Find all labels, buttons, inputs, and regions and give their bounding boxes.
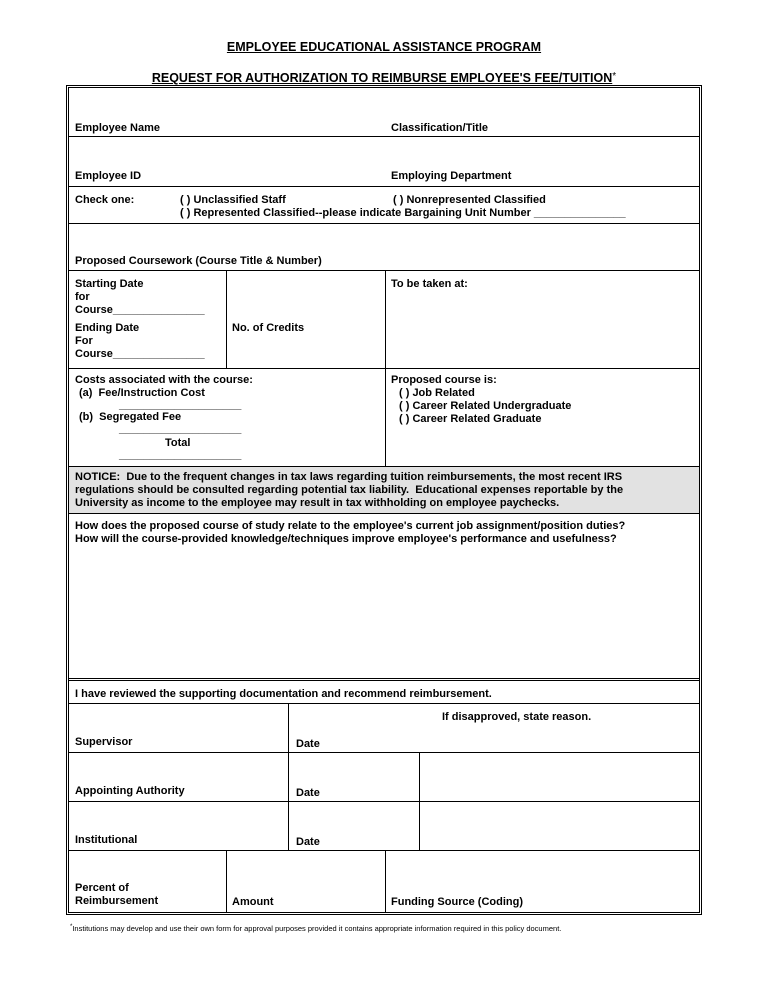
start-date-label-3: Course_______________: [75, 304, 205, 316]
cost-segregated-label: (b) Segregated Fee: [79, 411, 182, 423]
employee-name-label: Employee Name: [75, 122, 160, 134]
classification-label: Classification/Title: [391, 122, 488, 134]
option-unclassified[interactable]: ( ) Unclassified Staff: [180, 194, 286, 206]
option-nonrepresented[interactable]: ( ) Nonrepresented Classified: [393, 194, 546, 206]
rule: [69, 223, 699, 224]
question-line-1: How does the proposed course of study relate to the employee's current job assignment/position duties?: [75, 520, 626, 532]
credits-label: No. of Credits: [232, 322, 305, 334]
rule: [69, 801, 699, 802]
option-represented[interactable]: ( ) Represented Classified--please indicate Bargaining Unit Number _______________: [180, 207, 626, 219]
cost-fee-line: ____________________: [119, 399, 242, 411]
rule: [69, 703, 699, 704]
rule: [69, 466, 699, 467]
rule: [69, 368, 699, 369]
end-date-label-2: For: [75, 335, 93, 347]
divider: [226, 270, 227, 368]
option-career-graduate[interactable]: ( ) Career Related Graduate: [399, 413, 542, 425]
amount-label: Amount: [232, 896, 274, 908]
divider: [385, 270, 386, 368]
page-title: EMPLOYEE EDUCATIONAL ASSISTANCE PROGRAM: [226, 40, 542, 54]
appointing-authority-label: Appointing Authority: [75, 785, 185, 797]
course-type-heading: Proposed course is:: [391, 374, 497, 386]
rule: [69, 850, 699, 851]
appointing-date-label: Date: [296, 787, 320, 799]
start-date-label-2: for: [75, 291, 90, 303]
disapproved-label: If disapproved, state reason.: [442, 711, 592, 723]
supervisor-label: Supervisor: [75, 736, 133, 748]
approval-statement: I have reviewed the supporting documentation and recommend reimbursement.: [75, 688, 492, 700]
divider: [385, 368, 386, 466]
form-subtitle: REQUEST FOR AUTHORIZATION TO REIMBURSE EMPLOYEE'S FEE/TUITION*: [151, 71, 617, 85]
option-career-undergraduate[interactable]: ( ) Career Related Undergraduate: [399, 400, 572, 412]
rule: [69, 513, 699, 514]
divider: [419, 752, 420, 850]
divider: [288, 703, 289, 850]
question-line-2: How will the course-provided knowledge/techniques improve employee's performance and usefulness?: [75, 533, 617, 545]
divider: [385, 850, 386, 912]
footnote: *Institutions may develop and use their own form for approval purposes provided it contains appropriate information required in this policy document.: [70, 924, 562, 933]
option-job-related[interactable]: ( ) Job Related: [399, 387, 475, 399]
percent-label-1: Percent of: [75, 882, 129, 894]
end-date-label-1: Ending Date: [75, 322, 140, 334]
cost-segregated-line: ____________________: [119, 423, 242, 435]
start-date-label-1: Starting Date: [75, 278, 144, 290]
rule: [69, 270, 699, 271]
funding-source-label: Funding Source (Coding): [391, 896, 523, 908]
taken-at-label: To be taken at:: [391, 278, 468, 290]
end-date-label-3: Course_______________: [75, 348, 205, 360]
employee-id-label: Employee ID: [75, 170, 142, 182]
divider: [226, 850, 227, 912]
supervisor-date-label: Date: [296, 738, 320, 750]
cost-total-line: ____________________: [119, 449, 242, 461]
percent-label-2: Reimbursement: [75, 895, 159, 907]
institutional-label: Institutional: [75, 834, 138, 846]
rule: [69, 752, 699, 753]
notice-line-1: NOTICE: Due to the frequent changes in tax laws regarding tuition reimbursements, the most recent IRS: [75, 471, 623, 483]
rule: [69, 136, 699, 137]
department-label: Employing Department: [391, 170, 512, 182]
institutional-date-label: Date: [296, 836, 320, 848]
notice-line-2: regulations should be consulted regarding potential tax liability. Educational expenses reportable by the: [75, 484, 624, 496]
rule: [69, 186, 699, 187]
costs-heading: Costs associated with the course:: [75, 374, 253, 386]
proposed-coursework-label: Proposed Coursework (Course Title & Number): [75, 255, 322, 267]
cost-total-label: Total: [165, 437, 191, 449]
rule: [69, 678, 699, 681]
cost-fee-label: (a) Fee/Instruction Cost: [79, 387, 205, 399]
notice-line-3: University as income to the employee may result in tax withholding on employee paychecks.: [75, 497, 560, 509]
check-one-label: Check one:: [75, 194, 135, 206]
